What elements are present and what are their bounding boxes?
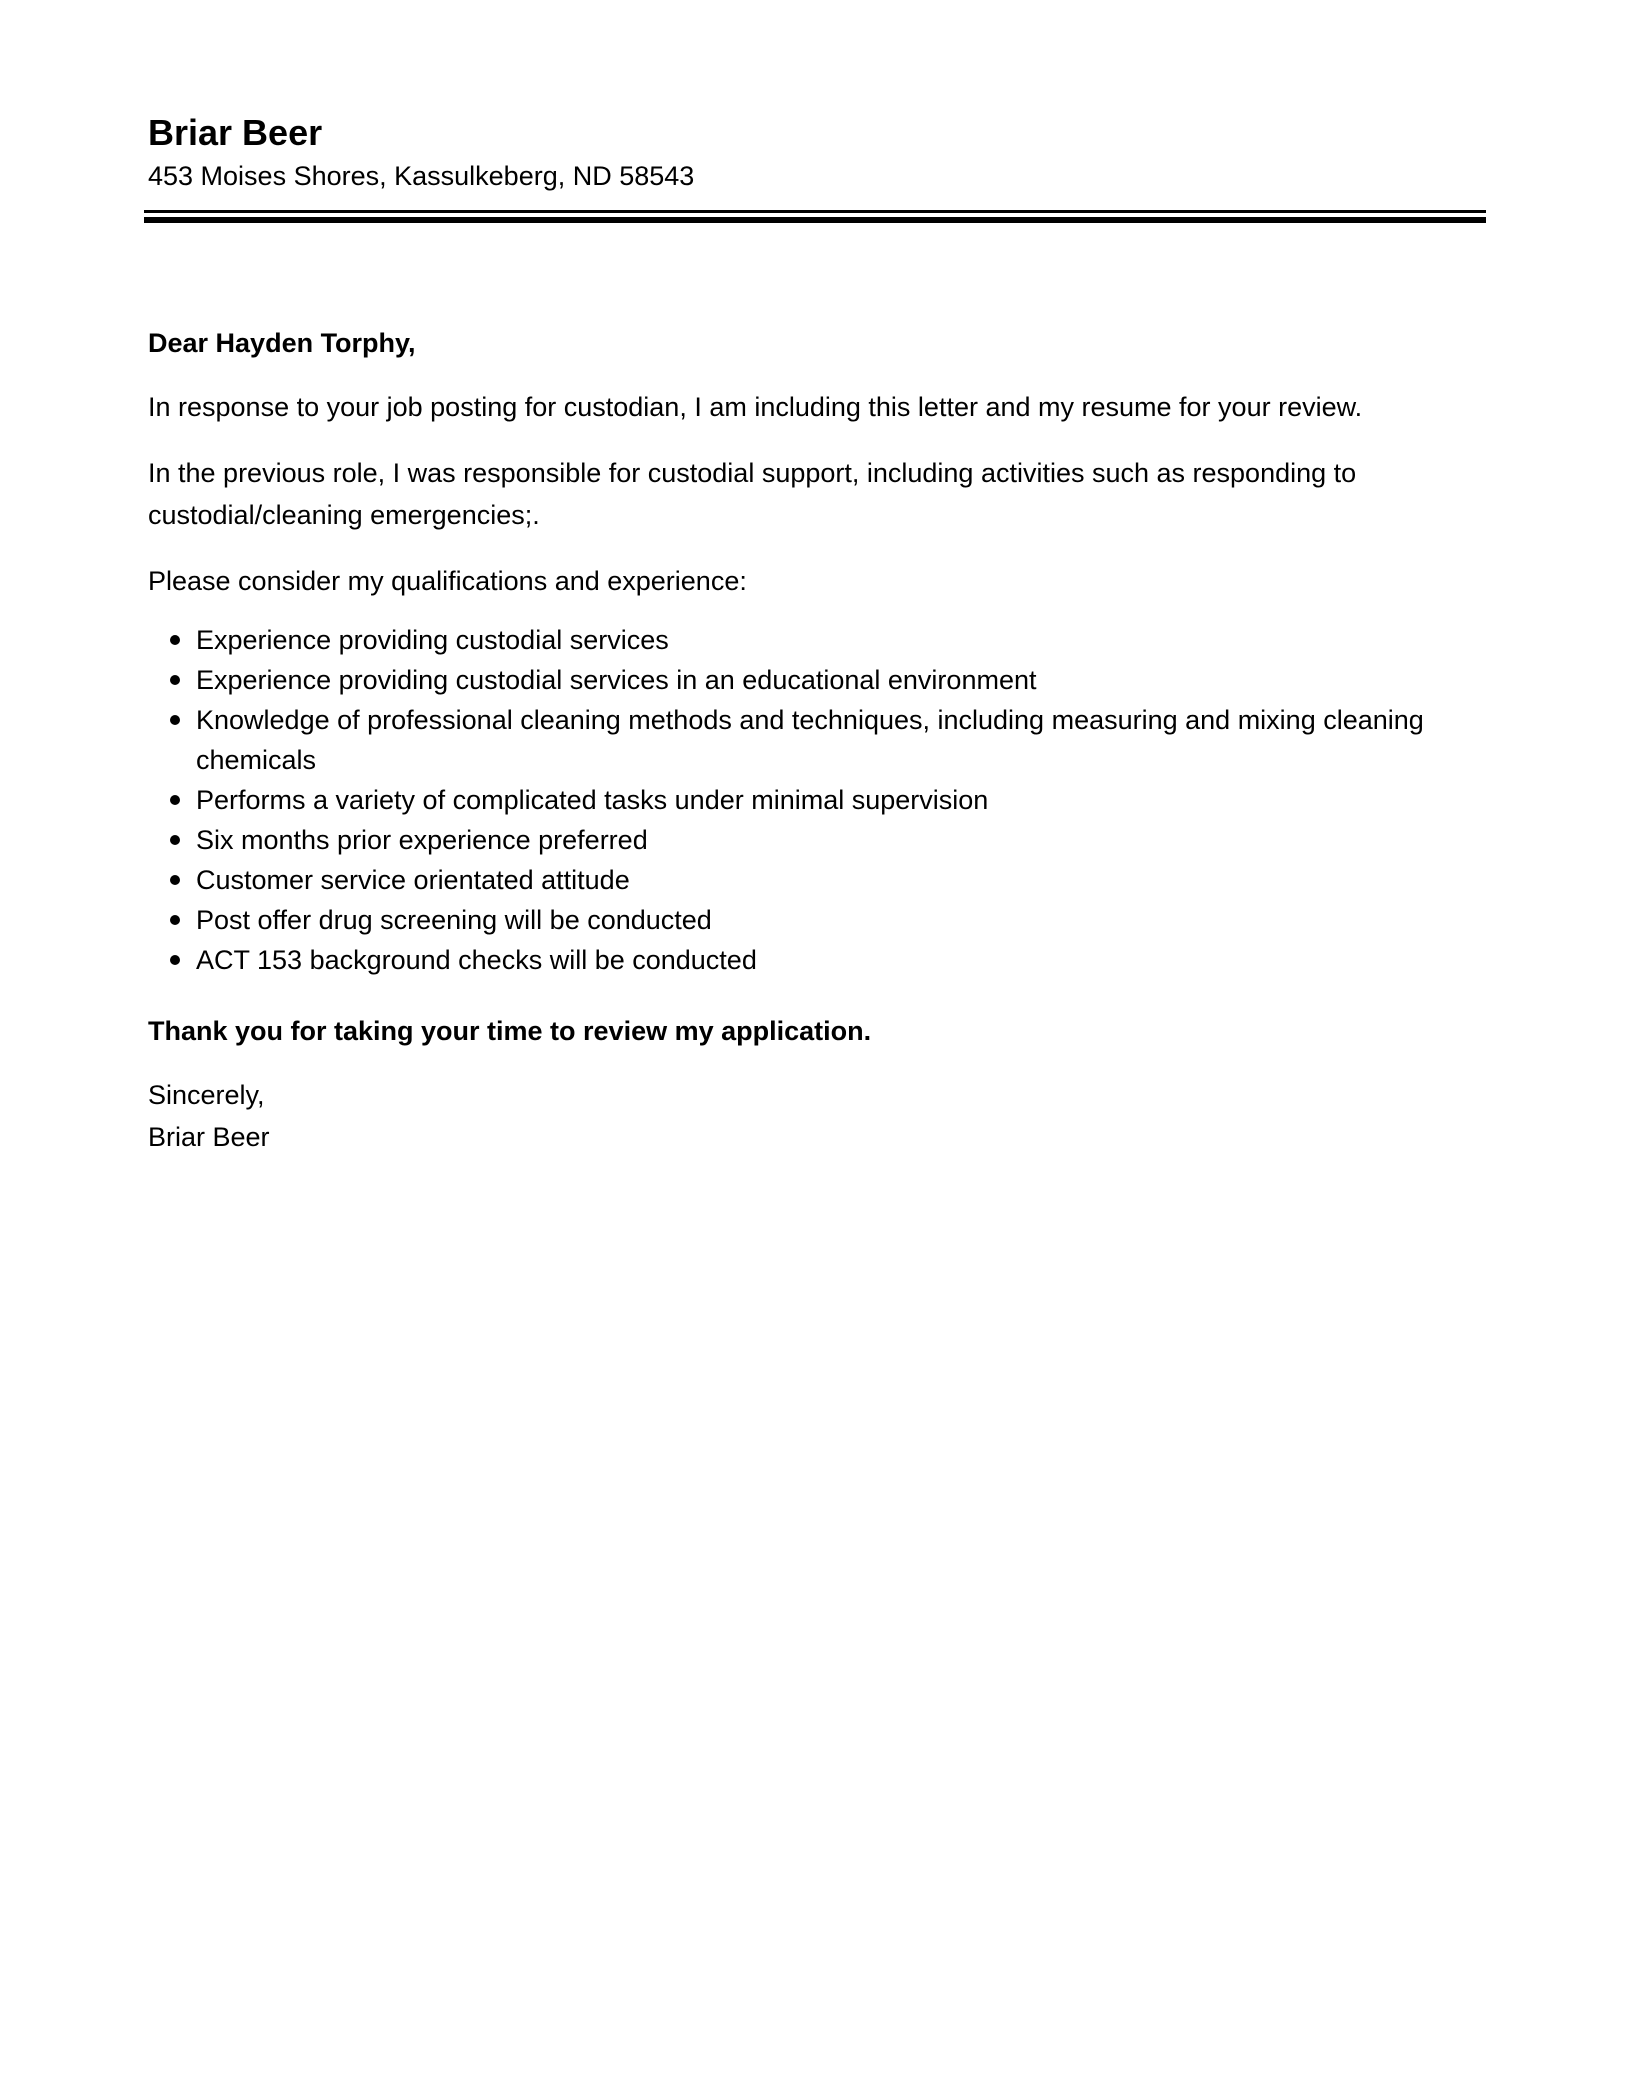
bullet-icon (170, 635, 180, 645)
letter-header (148, 110, 1484, 194)
header-divider-thin (144, 210, 1486, 213)
qualification-text: Performs a variety of complicated tasks under minimal supervision (196, 785, 989, 815)
header-divider-thick (144, 217, 1486, 223)
sender-address: 453 Moises Shores, Kassulkeberg, ND 58543 (148, 161, 695, 191)
qualification-text: Customer service orientated attitude (196, 865, 630, 895)
list-item (148, 620, 1488, 660)
bullet-icon (170, 915, 180, 925)
list-item (148, 940, 1488, 980)
bullet-icon (170, 835, 180, 845)
letter-body (148, 322, 1488, 1158)
bullet-icon (170, 795, 180, 805)
bullet-icon (170, 715, 180, 725)
list-item (148, 780, 1488, 820)
sender-name: Briar Beer (148, 112, 323, 153)
bullet-icon (170, 955, 180, 965)
sign-off: Sincerely, (148, 1080, 265, 1110)
bullet-icon (170, 675, 180, 685)
thank-you-line: Thank you for taking your time to review my application. (148, 1016, 872, 1046)
signature-name: Briar Beer (148, 1122, 270, 1152)
bullet-icon (170, 875, 180, 885)
qualification-text: Experience providing custodial services (196, 625, 669, 655)
qualification-text: Experience providing custodial services in an educational environment (196, 665, 1037, 695)
qualifications-list (148, 620, 1488, 980)
list-item (148, 820, 1488, 860)
consider-paragraph: Please consider my qualifications and experience: (148, 566, 747, 596)
intro-paragraph: In response to your job posting for custodian, I am including this letter and my resume for your review. (148, 392, 1363, 422)
list-item (148, 660, 1488, 700)
list-item (148, 900, 1488, 940)
previous-role-paragraph: In the previous role, I was responsible for custodial support, including activities such as responding to custodial/cleaning emergencies;. (148, 458, 1357, 530)
list-item (148, 860, 1488, 900)
qualification-text: Six months prior experience preferred (196, 825, 648, 855)
list-item (148, 700, 1488, 780)
qualification-text: ACT 153 background checks will be conducted (196, 945, 757, 975)
greeting: Dear Hayden Torphy, (148, 328, 416, 358)
qualification-text: Knowledge of professional cleaning methods and techniques, including measuring and mixing cleaning chemicals (196, 705, 1424, 775)
qualification-text: Post offer drug screening will be conducted (196, 905, 712, 935)
